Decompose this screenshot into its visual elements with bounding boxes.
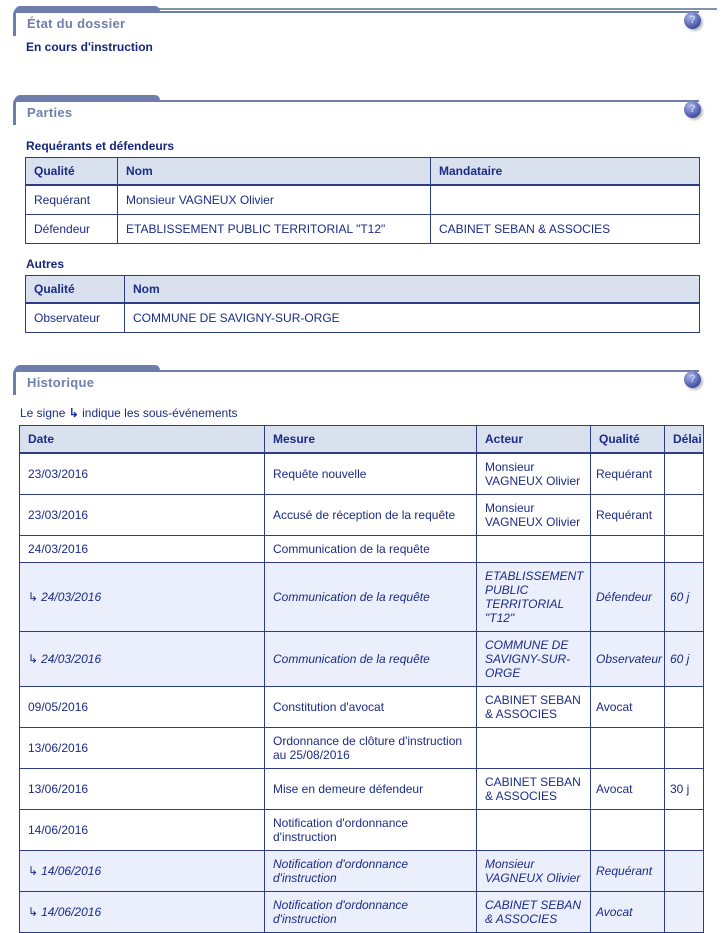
qualite-cell [591,810,665,851]
sub-event-arrow-icon: ↳ [68,406,79,420]
section-header-line [158,370,699,372]
cell: Défendeur [26,215,118,244]
acteur-cell: Monsieur VAGNEUX Olivier [477,453,591,495]
column-header: Délai [665,426,704,454]
acteur-cell: Monsieur VAGNEUX Olivier [477,495,591,536]
column-header: Mandataire [431,158,700,186]
column-header: Qualité [26,158,118,186]
delai-cell: 60 j [665,563,704,632]
delai-cell: 60 j [665,632,704,687]
cell: CABINET SEBAN & ASSOCIES [431,215,700,244]
autres-table [25,275,700,333]
delai-cell [665,728,704,769]
acteur-cell: CABINET SEBAN & ASSOCIES [477,769,591,810]
sub-event-arrow-icon: ↳ [28,905,39,919]
section-header [0,364,725,396]
column-header: Qualité [591,426,665,454]
help-icon[interactable]: ? [684,12,701,29]
section-title: Parties [27,105,73,120]
table-row [26,215,700,244]
column-header: Acteur [477,426,591,454]
qualite-cell: Avocat [591,769,665,810]
qualite-cell: Requérant [591,495,665,536]
autres-table-label: Autres [26,257,65,271]
acteur-cell: CABINET SEBAN & ASSOCIES [477,687,591,728]
delai-cell [665,536,704,563]
column-header: Qualité [26,276,125,304]
qualite-cell [591,536,665,563]
mesure-cell: Communication de la requête [265,563,477,632]
date-cell: ↳ 24/03/2016 [20,563,265,632]
section-header-line [158,11,699,13]
acteur-cell [477,536,591,563]
sub-event-arrow-icon: ↳ [28,590,39,604]
qualite-cell: Avocat [591,687,665,728]
sub-event-arrow-icon: ↳ [28,864,39,878]
section-historique [0,364,725,933]
section-title: Historique [27,375,95,390]
date-cell: ↳ 14/06/2016 [20,892,265,933]
help-icon[interactable]: ? [684,101,701,118]
qualite-cell: Requérant [591,851,665,892]
sub-event-arrow-icon: ↳ [28,652,39,666]
date-cell: 23/03/2016 [20,453,265,495]
table-row [20,728,704,769]
section-parties [0,94,725,333]
mesure-cell: Communication de la requête [265,536,477,563]
delai-cell [665,687,704,728]
column-header: Nom [118,158,431,186]
delai-cell: 30 j [665,769,704,810]
mesure-cell: Constitution d'avocat [265,687,477,728]
table-row [26,185,700,215]
section-tab-bar [15,95,160,102]
sub-event-row [20,632,704,687]
acteur-cell: COMMUNE DE SAVIGNY-SUR-ORGE [477,632,591,687]
acteur-cell: ETABLISSEMENT PUBLIC TERRITORIAL "T12" [477,563,591,632]
table-header-row [26,276,700,304]
table-row [20,769,704,810]
date-cell: 14/06/2016 [20,810,265,851]
table-row [20,495,704,536]
cell: Requérant [26,185,118,215]
requerants-table-label: Requérants et défendeurs [26,139,175,153]
qualite-cell: Requérant [591,453,665,495]
date-cell: ↳ 14/06/2016 [20,851,265,892]
date-cell: 13/06/2016 [20,769,265,810]
sub-event-row [20,892,704,933]
section-tab-bar [15,365,160,372]
mesure-cell: Communication de la requête [265,632,477,687]
acteur-cell [477,728,591,769]
table-row [26,303,700,333]
date-cell: 24/03/2016 [20,536,265,563]
section-header [0,94,725,126]
sub-event-row [20,563,704,632]
delai-cell [665,495,704,536]
table-row [20,536,704,563]
mesure-cell: Notification d'ordonnance d'instruction [265,892,477,933]
qualite-cell: Avocat [591,892,665,933]
cell: Monsieur VAGNEUX Olivier [118,185,431,215]
date-cell: ↳ 24/03/2016 [20,632,265,687]
mesure-cell: Accusé de réception de la requête [265,495,477,536]
delai-cell [665,851,704,892]
qualite-cell: Défendeur [591,563,665,632]
date-cell: 09/05/2016 [20,687,265,728]
date-cell: 13/06/2016 [20,728,265,769]
mesure-cell: Notification d'ordonnance d'instruction [265,810,477,851]
acteur-cell [477,810,591,851]
cell: ETABLISSEMENT PUBLIC TERRITORIAL "T12" [118,215,431,244]
sub-event-row [20,851,704,892]
cell: Observateur [26,303,125,333]
table-row [20,810,704,851]
section-header [0,5,725,37]
acteur-cell: Monsieur VAGNEUX Olivier [477,851,591,892]
mesure-cell: Notification d'ordonnance d'instruction [265,851,477,892]
cell [431,185,700,215]
legend-text: indique les sous-événements [82,406,238,420]
column-header: Nom [125,276,700,304]
qualite-cell: Observateur [591,632,665,687]
historique-table [19,425,704,933]
mesure-cell: Mise en demeure défendeur [265,769,477,810]
table-header-row [26,158,700,186]
date-cell: 23/03/2016 [20,495,265,536]
delai-cell [665,453,704,495]
acteur-cell: CABINET SEBAN & ASSOCIES [477,892,591,933]
sub-event-legend [20,406,725,420]
requerants-table [25,157,700,244]
case-status: En cours d'instruction [26,40,153,54]
table-row [20,453,704,495]
qualite-cell [591,728,665,769]
column-header: Date [20,426,265,454]
section-title: État du dossier [27,16,126,31]
legend-text: Le signe [20,406,66,420]
section-etat-du-dossier [0,5,725,54]
table-header-row [20,426,704,454]
column-header: Mesure [265,426,477,454]
table-row [20,687,704,728]
mesure-cell: Ordonnance de clôture d'instruction au 25/08/2016 [265,728,477,769]
delai-cell [665,892,704,933]
mesure-cell: Requête nouvelle [265,453,477,495]
help-icon[interactable]: ? [684,371,701,388]
delai-cell [665,810,704,851]
section-tab-bar [15,6,160,13]
cell: COMMUNE DE SAVIGNY-SUR-ORGE [125,303,700,333]
section-header-line [158,100,699,102]
